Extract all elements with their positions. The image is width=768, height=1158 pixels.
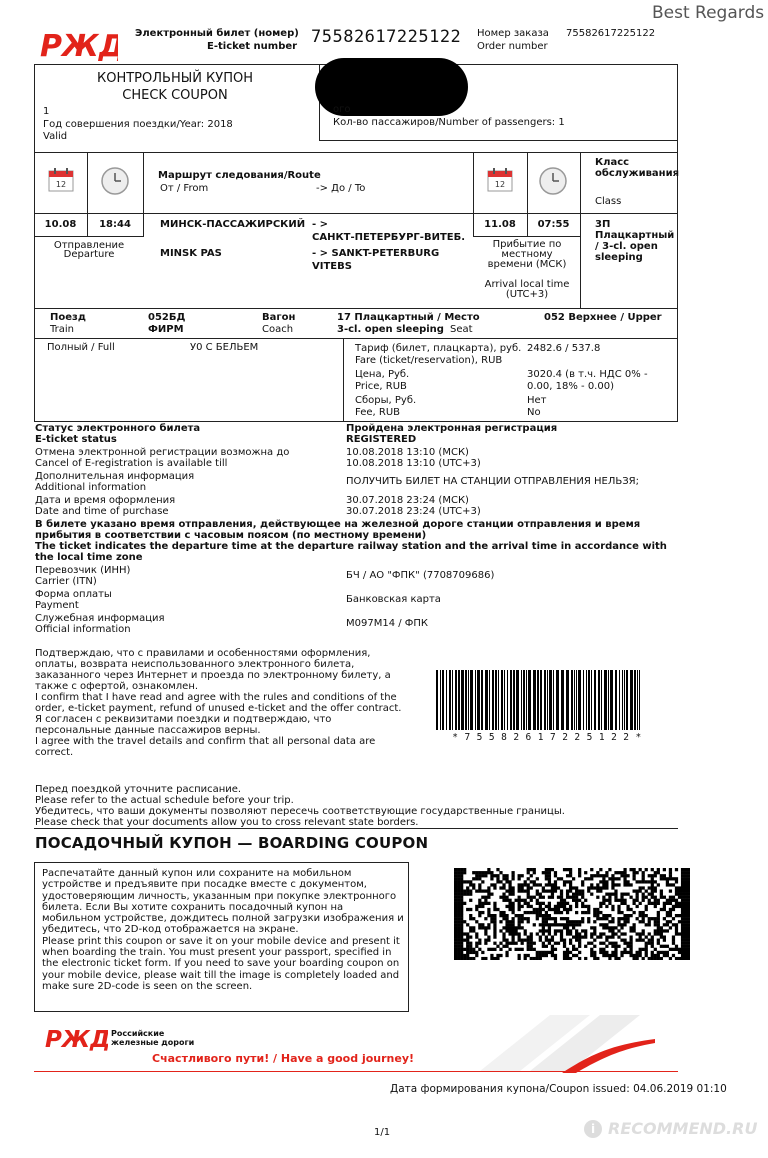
price-label-ru: Цена, Руб. <box>355 369 410 380</box>
schedule-note-1: Перед поездкой уточните расписание. <box>35 784 242 795</box>
slogan: Счастливого пути! / Have a good journey! <box>152 1052 415 1065</box>
status-value-en: REGISTERED <box>346 434 417 445</box>
carrier-value: БЧ / АО "ФПК" (7708709686) <box>346 570 495 581</box>
seat-label-en: Seat <box>450 324 473 335</box>
svg-text:РЖД: РЖД <box>45 1027 108 1052</box>
purchase-value-1: 30.07.2018 23:24 (МСК) <box>346 495 469 506</box>
rzd-footer-logo <box>44 1024 108 1056</box>
trip-year: Год совершения поездки/Year: 2018 <box>43 119 233 130</box>
divider <box>319 140 678 141</box>
status-label-en: E-ticket status <box>35 434 117 445</box>
arrival-time: 07:55 <box>537 219 570 230</box>
watermark-best-regards: Best Regards <box>652 3 765 23</box>
from-station-ru: МИНСК-ПАССАЖИРСКИЙ <box>160 219 306 230</box>
price-value: 3020.4 (в т.ч. НДС 0% - <box>527 369 648 380</box>
carrier-label-en: Carrier (ITN) <box>35 576 97 587</box>
cancel-value-2: 10.08.2018 13:10 (UTC+3) <box>346 458 481 469</box>
cancel-value-1: 10.08.2018 13:10 (МСК) <box>346 447 469 458</box>
arrival-date: 11.08 <box>484 219 516 230</box>
fare-type: Полный / Full <box>47 342 115 353</box>
coupon-issued: Дата формирования купона/Coupon issued: 04.06.2019 01:10 <box>390 1083 727 1095</box>
barcode <box>434 670 644 730</box>
svg-text:12: 12 <box>494 180 506 189</box>
divider <box>580 152 581 308</box>
tariff-value: 2482.6 / 537.8 <box>527 343 601 354</box>
price-label-en: Price, RUB <box>355 381 407 392</box>
2d-code <box>454 868 690 960</box>
barcode-text: *75582617225122* <box>452 732 648 743</box>
route-label: Маршрут следования/Route <box>158 170 321 181</box>
to-label: -> До / To <box>316 183 366 194</box>
order-label-en: Order number <box>477 41 548 52</box>
train-firm: ФИРМ <box>148 324 184 335</box>
valid-label: Valid <box>43 131 68 142</box>
agreement-p3: Я согласен с реквизитами поездки и подтверждаю, что персональные данные пассажиров верны. <box>35 714 332 736</box>
arrival-label: Прибытие по местному времени (МСК) <box>487 239 567 270</box>
eticket-label-en: E-ticket number <box>207 41 298 52</box>
fare-label-en: Fare (ticket/reservation), RUB <box>355 355 503 366</box>
coupon-count: 1 <box>43 106 50 117</box>
to-station-en: - > SANKT-PETERBURG <box>312 248 440 259</box>
divider <box>34 236 144 237</box>
fee-value: Нет <box>527 395 547 406</box>
check-coupon-title-en: CHECK COUPON <box>122 88 228 103</box>
schedule-note-3: Убедитесь, что ваши документы позволяют пересечь соответствующие государственные границы. <box>35 806 565 817</box>
boarding-text-ru: Распечатайте данный купон или сохраните на мобильном устройстве и предъявите при посадке вместе с документом, удостоверяющим личность, указанным при покупке электронного билета. Если Вы хотите сохранить посадочный купон на мобильном устройстве, дождитесь полной загрузки изображения и убедитесь, что 2D-код отображается на экране. <box>42 868 404 936</box>
fee-label-en: Fee, RUB <box>355 407 400 418</box>
order-label-ru: Номер заказа <box>477 28 549 39</box>
fee-value-2: No <box>527 407 541 418</box>
clock-icon <box>538 166 568 200</box>
recommend-logo-icon: i <box>584 1120 602 1138</box>
service-class: У0 С БЕЛЬЕМ <box>190 342 259 353</box>
departure-label-ru: Отправление <box>53 240 125 251</box>
additional-label-ru: Дополнительная информация <box>35 471 195 482</box>
partial-text: ого <box>333 104 351 115</box>
coach-value-2: 3-cl. open sleeping <box>337 324 444 335</box>
additional-value: ПОЛУЧИТЬ БИЛЕТ НА СТАНЦИИ ОТПРАВЛЕНИЯ НЕЛЬЗЯ; <box>346 476 639 487</box>
agreement-p4: I agree with the travel details and confirm that all personal data are correct. <box>35 736 376 758</box>
departure-date: 10.08 <box>44 219 77 230</box>
divider <box>34 1071 678 1072</box>
coach-label-en: Coach <box>262 324 294 335</box>
agreement-p1: Подтверждаю, что с правилами и особенностями оформления, оплаты, возврата неиспользованного электронного билета, заказанного через Интернет и проезда по электронному билету, а также с офертой, ознакомлен. <box>35 648 391 692</box>
from-arrow: - > <box>312 219 329 230</box>
svg-text:12: 12 <box>55 180 67 189</box>
divider <box>343 338 344 422</box>
payment-value: Банковская карта <box>346 594 441 605</box>
official-value: М097М14 / ФПК <box>346 618 429 629</box>
additional-label-en: Additional information <box>35 482 147 493</box>
passengers-count: Кол-во пассажиров/Number of passengers: 1 <box>333 117 565 128</box>
order-number: 75582617225122 <box>566 28 656 39</box>
to-station-ru: САНКТ-ПЕТЕРБУРГ-ВИТЕБ. <box>312 232 466 243</box>
coach-value: 17 Плацкартный / Место <box>337 312 480 323</box>
clock-icon <box>100 166 130 200</box>
from-label: От / From <box>160 183 209 194</box>
official-label-en: Official information <box>35 624 131 635</box>
class-label-en: Class <box>595 196 622 207</box>
eticket-number: 75582617225122 <box>311 27 462 47</box>
recommend-text: RECOMMEND.RU <box>608 1119 758 1138</box>
time-notice-en: The ticket indicates the departure time at the departure railway station and the arrival time in accordance with the local time zone <box>35 541 667 563</box>
agreement-text <box>35 648 405 758</box>
boarding-title: ПОСАДОЧНЫЙ КУПОН — BOARDING COUPON <box>35 834 429 852</box>
purchase-label-ru: Дата и время оформления <box>35 495 176 506</box>
boarding-text-en: Please print this coupon or save it on your mobile device and present it when boarding the train. You must present your passport, specified in the electronic ticket form. If you need to save your boarding coupon on your mobile device, please wait till the image is completely loaded and make sure 2D-code is seen on the screen. <box>42 935 400 992</box>
class-value: 3П Плацкартный / 3-cl. open sleeping <box>595 219 675 263</box>
recommend-watermark <box>584 1119 757 1138</box>
divider <box>34 308 678 309</box>
departure-label-en: Departure <box>63 249 115 260</box>
rzd-name-2: железные дороги <box>111 1038 195 1047</box>
cancel-label-en: Cancel of E-registration is available till <box>35 458 228 469</box>
agreement-p2: I confirm that I have read and agree with the rules and conditions of the order, e-ticket payment, refund of unused e-ticket and the offer contract. <box>35 692 402 714</box>
carrier-label-ru: Перевозчик (ИНН) <box>35 565 131 576</box>
check-coupon-title-ru: КОНТРОЛЬНЫЙ КУПОН <box>97 71 253 86</box>
coach-label-ru: Вагон <box>262 312 296 323</box>
calendar-icon <box>486 166 514 198</box>
time-notice-ru: В билете указано время отправления, действующее на железной дороге станции отправления и время прибытия в соответствии с часовым поясом (по местному времени) <box>35 519 641 541</box>
train-label-ru: Поезд <box>50 312 86 323</box>
divider <box>34 152 678 153</box>
divider <box>473 236 580 237</box>
divider <box>143 152 144 236</box>
rzd-logo <box>38 28 118 66</box>
status-label-ru: Статус электронного билета <box>35 423 201 434</box>
fee-label-ru: Сборы, Руб. <box>355 395 417 406</box>
divider <box>34 213 678 214</box>
schedule-note-4: Please check that your documents allow you to cross relevant state borders. <box>35 817 419 828</box>
purchase-label-en: Date and time of purchase <box>35 506 169 517</box>
status-value-ru: Пройдена электронная регистрация <box>346 423 558 434</box>
price-value-2: 0.00, 18% - 0.00) <box>527 381 614 392</box>
to-station-en-2: VITEBS <box>312 261 352 272</box>
eticket-label-ru: Электронный билет (номер) <box>135 28 299 39</box>
cancel-label-ru: Отмена электронной регистрации возможна до <box>35 447 290 458</box>
from-station-en: MINSK PAS <box>160 248 222 259</box>
official-label-ru: Служебная информация <box>35 613 165 624</box>
tariff-label: Тариф (билет, плацкарта), руб. <box>355 343 522 354</box>
train-number: 052БД <box>148 312 186 323</box>
calendar-icon <box>47 166 75 198</box>
schedule-note-2: Please refer to the actual schedule before your trip. <box>35 795 294 806</box>
page-number: 1/1 <box>374 1127 391 1138</box>
divider <box>34 338 678 339</box>
rzd-name-1: Российские <box>111 1029 165 1038</box>
svg-text:РЖД: РЖД <box>40 29 118 62</box>
payment-label-ru: Форма оплаты <box>35 589 112 600</box>
divider <box>34 828 678 829</box>
departure-time: 18:44 <box>99 219 131 230</box>
payment-label-en: Payment <box>35 600 79 611</box>
seat-value: 052 Верхнее / Upper <box>544 312 662 323</box>
class-label-ru: Класс обслуживания <box>595 157 679 179</box>
arrival-label-en: Arrival local time (UTC+3) <box>484 279 570 300</box>
train-label-en: Train <box>50 324 74 335</box>
boarding-text <box>42 868 404 992</box>
purchase-value-2: 30.07.2018 23:24 (UTC+3) <box>346 506 481 517</box>
